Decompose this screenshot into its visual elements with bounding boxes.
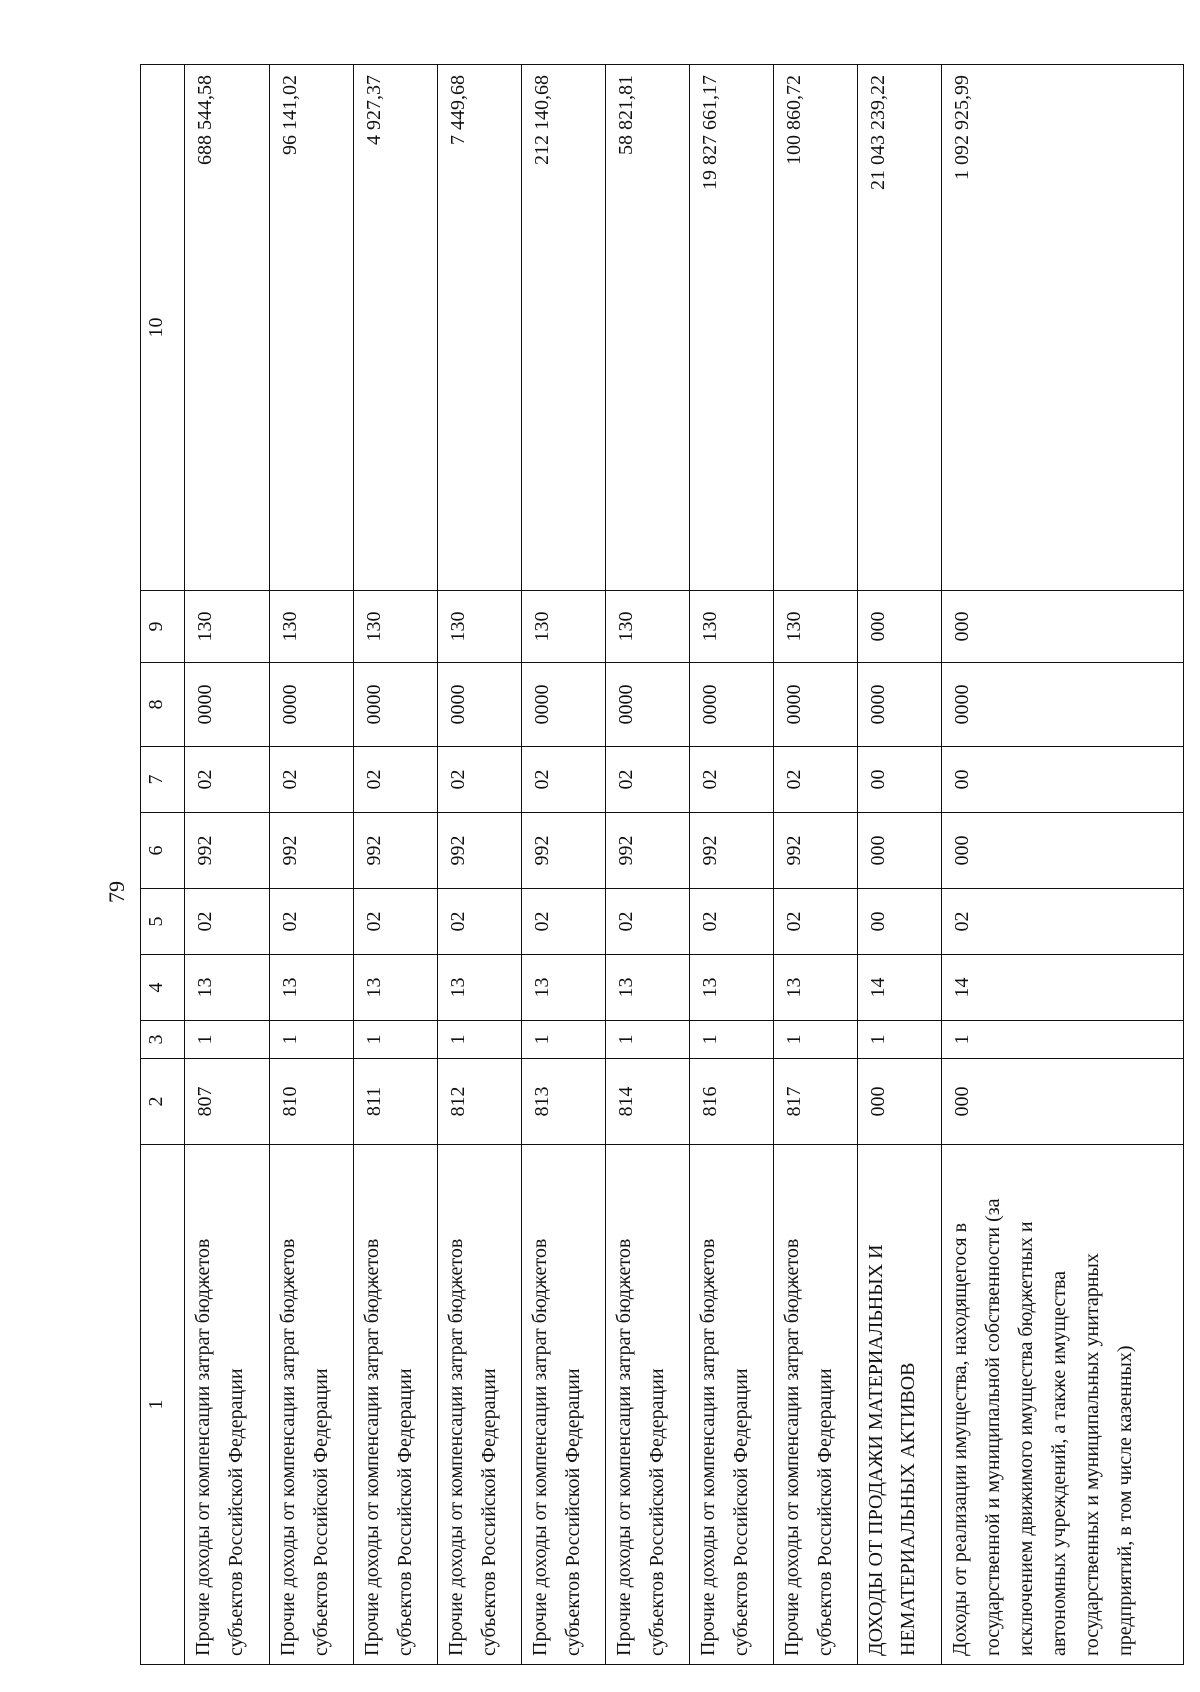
code-cell: 0000 bbox=[690, 663, 774, 747]
code-cell: 00 bbox=[858, 889, 942, 955]
row-name-cell: ДОХОДЫ ОТ ПРОДАЖИ МАТЕРИАЛЬНЫХ И НЕМАТЕРИАЛЬНЫХ АКТИВОВ bbox=[858, 1145, 942, 1665]
code-cell: 02 bbox=[942, 889, 1184, 955]
amount-cell: 96 141,02 bbox=[269, 65, 353, 591]
table-row bbox=[858, 65, 942, 1665]
code-cell: 0000 bbox=[185, 663, 269, 747]
code-cell: 0000 bbox=[353, 663, 437, 747]
code-cell: 02 bbox=[690, 889, 774, 955]
amount-cell: 688 544,58 bbox=[185, 65, 269, 591]
code-cell: 02 bbox=[690, 747, 774, 813]
code-cell: 1 bbox=[269, 1021, 353, 1059]
row-name-cell: Прочие доходы от компенсации затрат бюджетов субъектов Российской Федерации bbox=[690, 1145, 774, 1665]
table-row bbox=[521, 65, 605, 1665]
code-cell: 000 bbox=[858, 1059, 942, 1145]
code-cell: 02 bbox=[774, 747, 858, 813]
code-cell: 813 bbox=[521, 1059, 605, 1145]
header-cell: 3 bbox=[141, 1021, 185, 1059]
code-cell: 130 bbox=[774, 591, 858, 663]
code-cell: 14 bbox=[858, 955, 942, 1021]
table-row bbox=[942, 65, 1184, 1665]
amount-cell: 58 821,81 bbox=[606, 65, 690, 591]
code-cell: 0000 bbox=[269, 663, 353, 747]
code-cell: 000 bbox=[858, 591, 942, 663]
code-cell: 13 bbox=[437, 955, 521, 1021]
code-cell: 0000 bbox=[858, 663, 942, 747]
table-row bbox=[690, 65, 774, 1665]
code-cell: 02 bbox=[774, 889, 858, 955]
code-cell: 810 bbox=[269, 1059, 353, 1145]
code-cell: 02 bbox=[606, 889, 690, 955]
amount-cell: 212 140,68 bbox=[521, 65, 605, 591]
table-row bbox=[774, 65, 858, 1665]
row-name-cell: Прочие доходы от компенсации затрат бюджетов субъектов Российской Федерации bbox=[521, 1145, 605, 1665]
code-cell: 130 bbox=[437, 591, 521, 663]
code-cell: 02 bbox=[437, 747, 521, 813]
code-cell: 0000 bbox=[521, 663, 605, 747]
revenue-table bbox=[140, 64, 1184, 1665]
code-cell: 13 bbox=[269, 955, 353, 1021]
code-cell: 1 bbox=[521, 1021, 605, 1059]
code-cell: 1 bbox=[606, 1021, 690, 1059]
table-row bbox=[185, 65, 269, 1665]
code-cell: 02 bbox=[185, 747, 269, 813]
amount-cell: 100 860,72 bbox=[774, 65, 858, 591]
row-name-cell: Прочие доходы от компенсации затрат бюджетов субъектов Российской Федерации bbox=[269, 1145, 353, 1665]
code-cell: 992 bbox=[690, 813, 774, 889]
code-cell: 000 bbox=[942, 1059, 1184, 1145]
header-cell: 6 bbox=[141, 813, 185, 889]
header-cell: 5 bbox=[141, 889, 185, 955]
code-cell: 130 bbox=[269, 591, 353, 663]
amount-cell: 7 449,68 bbox=[437, 65, 521, 591]
row-name-cell: Прочие доходы от компенсации затрат бюджетов субъектов Российской Федерации bbox=[185, 1145, 269, 1665]
header-cell: 8 bbox=[141, 663, 185, 747]
header-cell: 4 bbox=[141, 955, 185, 1021]
code-cell: 130 bbox=[521, 591, 605, 663]
header-cell: 10 bbox=[141, 65, 185, 591]
table-header-row bbox=[141, 65, 185, 1665]
code-cell: 000 bbox=[942, 813, 1184, 889]
code-cell: 1 bbox=[185, 1021, 269, 1059]
code-cell: 992 bbox=[606, 813, 690, 889]
code-cell: 0000 bbox=[606, 663, 690, 747]
row-name-cell: Прочие доходы от компенсации затрат бюджетов субъектов Российской Федерации bbox=[437, 1145, 521, 1665]
code-cell: 992 bbox=[269, 813, 353, 889]
amount-cell: 19 827 661,17 bbox=[690, 65, 774, 591]
row-name-cell: Прочие доходы от компенсации затрат бюджетов субъектов Российской Федерации bbox=[774, 1145, 858, 1665]
code-cell: 000 bbox=[942, 591, 1184, 663]
code-cell: 992 bbox=[353, 813, 437, 889]
code-cell: 02 bbox=[269, 889, 353, 955]
revenue-table-container bbox=[140, 65, 1184, 1665]
code-cell: 13 bbox=[606, 955, 690, 1021]
table-row bbox=[437, 65, 521, 1665]
code-cell: 1 bbox=[690, 1021, 774, 1059]
code-cell: 02 bbox=[521, 747, 605, 813]
code-cell: 0000 bbox=[942, 663, 1184, 747]
table-row bbox=[353, 65, 437, 1665]
code-cell: 992 bbox=[774, 813, 858, 889]
code-cell: 1 bbox=[858, 1021, 942, 1059]
code-cell: 02 bbox=[269, 747, 353, 813]
table-row bbox=[269, 65, 353, 1665]
code-cell: 02 bbox=[353, 747, 437, 813]
code-cell: 02 bbox=[521, 889, 605, 955]
code-cell: 02 bbox=[606, 747, 690, 813]
row-name-cell: Прочие доходы от компенсации затрат бюджетов субъектов Российской Федерации bbox=[606, 1145, 690, 1665]
code-cell: 992 bbox=[185, 813, 269, 889]
code-cell: 13 bbox=[521, 955, 605, 1021]
code-cell: 992 bbox=[437, 813, 521, 889]
amount-cell: 4 927,37 bbox=[353, 65, 437, 591]
code-cell: 130 bbox=[606, 591, 690, 663]
code-cell: 13 bbox=[353, 955, 437, 1021]
code-cell: 811 bbox=[353, 1059, 437, 1145]
code-cell: 13 bbox=[185, 955, 269, 1021]
code-cell: 02 bbox=[437, 889, 521, 955]
code-cell: 807 bbox=[185, 1059, 269, 1145]
code-cell: 02 bbox=[185, 889, 269, 955]
code-cell: 1 bbox=[774, 1021, 858, 1059]
code-cell: 1 bbox=[353, 1021, 437, 1059]
code-cell: 992 bbox=[521, 813, 605, 889]
code-cell: 13 bbox=[690, 955, 774, 1021]
code-cell: 13 bbox=[774, 955, 858, 1021]
table-row bbox=[606, 65, 690, 1665]
code-cell: 14 bbox=[942, 955, 1184, 1021]
code-cell: 000 bbox=[858, 813, 942, 889]
page-number: 79 bbox=[104, 881, 129, 903]
code-cell: 130 bbox=[690, 591, 774, 663]
code-cell: 00 bbox=[942, 747, 1184, 813]
amount-cell: 1 092 925,99 bbox=[942, 65, 1184, 591]
row-name-cell: Прочие доходы от компенсации затрат бюджетов субъектов Российской Федерации bbox=[353, 1145, 437, 1665]
code-cell: 1 bbox=[437, 1021, 521, 1059]
code-cell: 0000 bbox=[437, 663, 521, 747]
code-cell: 02 bbox=[353, 889, 437, 955]
header-cell: 1 bbox=[141, 1145, 185, 1665]
header-cell: 7 bbox=[141, 747, 185, 813]
code-cell: 130 bbox=[353, 591, 437, 663]
code-cell: 0000 bbox=[774, 663, 858, 747]
header-cell: 2 bbox=[141, 1059, 185, 1145]
amount-cell: 21 043 239,22 bbox=[858, 65, 942, 591]
code-cell: 1 bbox=[942, 1021, 1184, 1059]
header-cell: 9 bbox=[141, 591, 185, 663]
code-cell: 816 bbox=[690, 1059, 774, 1145]
row-name-cell: Доходы от реализации имущества, находящегося в государственной и муниципальной собственности (за исключением движимого имущества бюджетных и автономных учреждений, а также имущества государственных и муниципальных унитарных предприятий, в том числе казенных) bbox=[942, 1145, 1184, 1665]
code-cell: 817 bbox=[774, 1059, 858, 1145]
code-cell: 00 bbox=[858, 747, 942, 813]
code-cell: 130 bbox=[185, 591, 269, 663]
code-cell: 814 bbox=[606, 1059, 690, 1145]
code-cell: 812 bbox=[437, 1059, 521, 1145]
